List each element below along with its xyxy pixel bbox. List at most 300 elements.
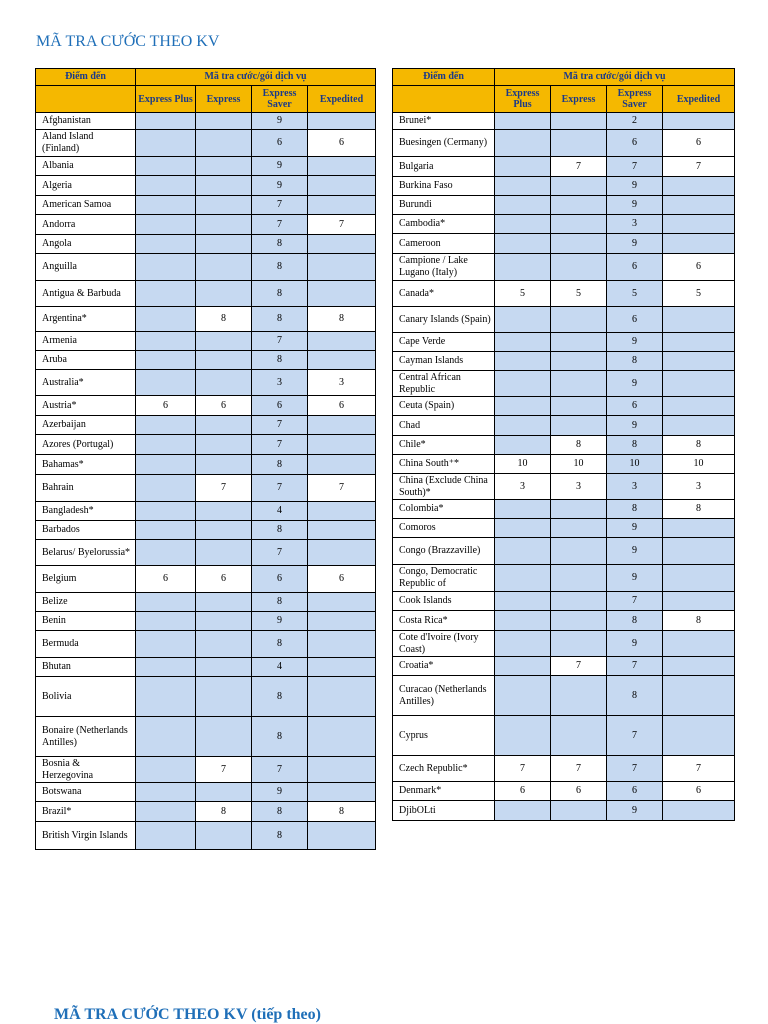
rate-cell-ep (495, 254, 551, 281)
rate-cell-ep (136, 176, 196, 196)
rate-cell-es: 3 (252, 370, 308, 396)
rate-cell-es: 7 (252, 540, 308, 566)
rate-cell-ed (308, 416, 376, 435)
rate-cell-ep (495, 716, 551, 756)
table-row (393, 281, 735, 307)
rate-cell-es: 8 (607, 676, 663, 716)
rate-cell-ep (495, 538, 551, 565)
rate-cell-ed (663, 371, 735, 397)
table-row (393, 500, 735, 519)
rate-cell-es: 9 (607, 538, 663, 565)
rate-cell-es: 8 (607, 500, 663, 519)
destination-cell: Canary Islands (Spain) (393, 307, 495, 333)
rate-cell-ex (551, 397, 607, 416)
rate-cell-ed (308, 435, 376, 455)
destination-cell: Bosnia & Herzegovina (36, 757, 136, 783)
rate-cell-ep (495, 130, 551, 157)
rate-cell-ed (663, 801, 735, 821)
table-row (393, 157, 735, 177)
destination-cell: Bahamas* (36, 455, 136, 475)
table-row (36, 631, 376, 658)
destination-cell: Australia* (36, 370, 136, 396)
rate-cell-ep (495, 500, 551, 519)
rate-cell-ed (663, 397, 735, 416)
rate-cell-ex: 6 (551, 782, 607, 801)
rate-cell-es: 7 (252, 332, 308, 351)
rate-cell-ep (136, 455, 196, 475)
table-row (393, 474, 735, 500)
rate-cell-ed (308, 717, 376, 757)
rate-cell-ex (196, 113, 252, 130)
rate-cell-ed (663, 565, 735, 592)
rate-cell-es: 9 (252, 176, 308, 196)
rate-cell-es: 8 (252, 822, 308, 850)
rate-cell-ex (551, 333, 607, 352)
table-row (36, 113, 376, 130)
table-row (36, 215, 376, 235)
rate-cell-ed: 6 (308, 396, 376, 416)
rate-cell-ed (663, 716, 735, 756)
rate-cell-ex (551, 130, 607, 157)
rate-cell-ep (136, 196, 196, 215)
table-row (36, 351, 376, 370)
destination-cell: Brunei* (393, 113, 495, 130)
destination-cell: Belarus/ Byelorussia* (36, 540, 136, 566)
rate-cell-ex (551, 196, 607, 215)
rate-cell-ep (136, 235, 196, 254)
rate-cell-es: 8 (252, 521, 308, 540)
rate-cell-es: 9 (252, 612, 308, 631)
rate-cell-es: 8 (252, 593, 308, 612)
rate-cell-ed (663, 177, 735, 196)
rate-cell-ex (196, 332, 252, 351)
rate-cell-ed (663, 631, 735, 657)
destination-cell: Angola (36, 235, 136, 254)
table-row (393, 130, 735, 157)
table-row (36, 281, 376, 307)
rate-cell-ex (196, 783, 252, 802)
table-row (393, 782, 735, 801)
table-row (393, 177, 735, 196)
table-row (393, 196, 735, 215)
destination-cell: Congo (Brazzaville) (393, 538, 495, 565)
rate-cell-es: 4 (252, 502, 308, 521)
rate-cell-es: 8 (252, 281, 308, 307)
destination-cell: Afghanistan (36, 113, 136, 130)
rate-cell-ex (551, 416, 607, 436)
table-row (393, 333, 735, 352)
rate-cell-ed (308, 631, 376, 658)
rate-cell-ex: 5 (551, 281, 607, 307)
destination-cell: Canada* (393, 281, 495, 307)
rate-cell-es: 8 (252, 455, 308, 475)
table-row (36, 370, 376, 396)
destination-cell: Campione / Lake Lugano (Italy) (393, 254, 495, 281)
table-row (393, 234, 735, 254)
rate-cell-ex: 8 (196, 802, 252, 822)
table-row (36, 332, 376, 351)
rate-cell-ed (308, 783, 376, 802)
destination-cell: Czech Republic* (393, 756, 495, 782)
header-express-plus: Express Plus (495, 86, 551, 113)
rate-cell-es: 7 (252, 435, 308, 455)
table-row (393, 113, 735, 130)
table-row (36, 176, 376, 196)
rate-cell-ed: 5 (663, 281, 735, 307)
rate-cell-es: 9 (607, 801, 663, 821)
rate-cell-es: 10 (607, 455, 663, 474)
destination-cell: Cape Verde (393, 333, 495, 352)
continued-title: MÃ TRA CƯỚC THEO KV (tiếp theo) (54, 1006, 321, 1023)
table-row (393, 455, 735, 474)
rate-cell-es: 9 (252, 783, 308, 802)
rate-cell-ep: 7 (495, 756, 551, 782)
rate-cell-es: 8 (607, 611, 663, 631)
rate-cell-ex (196, 176, 252, 196)
table-row (36, 521, 376, 540)
rate-cell-ep (495, 416, 551, 436)
rate-cell-ex (196, 254, 252, 281)
destination-cell: Bolivia (36, 677, 136, 717)
destination-cell: Cameroon (393, 234, 495, 254)
rate-cell-ex (196, 416, 252, 435)
rate-cell-ep (136, 281, 196, 307)
rate-cell-ed (663, 657, 735, 676)
rate-cell-ed (308, 235, 376, 254)
rate-cell-es: 7 (607, 657, 663, 676)
destination-cell: Comoros (393, 519, 495, 538)
page-title: MÃ TRA CƯỚC THEO KV (36, 33, 220, 50)
rate-cell-ep (136, 370, 196, 396)
rate-cell-ex: 6 (196, 396, 252, 416)
destination-cell: Aland Island (Finland) (36, 130, 136, 157)
rate-cell-ex (196, 540, 252, 566)
table-row (36, 157, 376, 176)
table-row (36, 717, 376, 757)
table-row (36, 416, 376, 435)
rate-cell-ex (551, 519, 607, 538)
rate-cell-es: 8 (607, 436, 663, 455)
rate-cell-ed (308, 455, 376, 475)
rate-cell-es: 7 (607, 716, 663, 756)
table-row (36, 475, 376, 502)
rate-cell-ed (308, 540, 376, 566)
rate-cell-es: 8 (607, 352, 663, 371)
rate-cell-ed: 7 (663, 756, 735, 782)
rate-cell-ep: 10 (495, 455, 551, 474)
rate-cell-ex (551, 113, 607, 130)
rate-cell-ed (663, 234, 735, 254)
rate-cell-ex (196, 521, 252, 540)
destination-cell: Antigua & Barbuda (36, 281, 136, 307)
rate-cell-ed: 6 (663, 130, 735, 157)
header-express: Express (196, 86, 252, 113)
header-destination: Điểm đến (36, 69, 136, 86)
rate-cell-es: 6 (607, 254, 663, 281)
rate-cell-ed (308, 351, 376, 370)
rate-cell-ex (551, 631, 607, 657)
destination-cell: Azerbaijan (36, 416, 136, 435)
table-row (393, 565, 735, 592)
rate-cell-ex (196, 281, 252, 307)
table-row (36, 235, 376, 254)
rate-cell-es: 8 (252, 802, 308, 822)
rate-cell-ep (136, 502, 196, 521)
rate-cell-ed (663, 215, 735, 234)
header-expedited: Expedited (308, 86, 376, 113)
header-express-saver: Express Saver (252, 86, 308, 113)
table-row (393, 352, 735, 371)
table-row (36, 540, 376, 566)
rate-cell-ex (551, 611, 607, 631)
table-row (393, 307, 735, 333)
rate-cell-ed (308, 658, 376, 677)
table-row (393, 436, 735, 455)
rate-cell-ed: 6 (308, 566, 376, 593)
destination-cell: Bangladesh* (36, 502, 136, 521)
rate-cell-ex (551, 215, 607, 234)
rate-cell-ex: 7 (196, 757, 252, 783)
rate-cell-ep (136, 783, 196, 802)
rate-cell-ep (495, 157, 551, 177)
rate-cell-ed (308, 593, 376, 612)
rate-cell-ep (136, 157, 196, 176)
rate-cell-es: 9 (607, 177, 663, 196)
header-blank (393, 86, 495, 113)
rate-cell-es: 7 (252, 196, 308, 215)
table-row (36, 254, 376, 281)
rate-cell-es: 7 (252, 475, 308, 502)
rate-cell-ex (196, 658, 252, 677)
rate-cell-ex (551, 676, 607, 716)
rate-cell-ed (308, 502, 376, 521)
header-service-group: Mã tra cước/gói dịch vụ (495, 69, 735, 86)
destination-cell: Burundi (393, 196, 495, 215)
destination-cell: Bulgaria (393, 157, 495, 177)
rate-cell-ex (551, 538, 607, 565)
destination-cell: Chile* (393, 436, 495, 455)
rate-cell-es: 8 (252, 717, 308, 757)
rate-cell-ex (196, 370, 252, 396)
rate-cell-ep (495, 592, 551, 611)
rate-cell-es: 6 (252, 566, 308, 593)
destination-cell: Belize (36, 593, 136, 612)
rate-cell-ex: 8 (551, 436, 607, 455)
rate-cell-ep (495, 215, 551, 234)
rate-cell-es: 6 (607, 782, 663, 801)
rate-cell-es: 8 (252, 307, 308, 332)
destination-cell: British Virgin Islands (36, 822, 136, 850)
table-row (393, 371, 735, 397)
rate-cell-ep (136, 332, 196, 351)
destination-cell: Bonaire (Netherlands Antilles) (36, 717, 136, 757)
destination-cell: Argentina* (36, 307, 136, 332)
table-row (393, 254, 735, 281)
rate-cell-es: 9 (607, 416, 663, 436)
rate-cell-es: 9 (607, 631, 663, 657)
rate-cell-ex (196, 822, 252, 850)
header-destination: Điểm đến (393, 69, 495, 86)
rate-cell-ep (495, 565, 551, 592)
table-row (393, 801, 735, 821)
rate-cell-ex (551, 254, 607, 281)
rate-cell-ex (551, 352, 607, 371)
table-row (36, 566, 376, 593)
rate-cell-ed: 7 (663, 157, 735, 177)
table-row (36, 130, 376, 157)
rate-cell-es: 5 (607, 281, 663, 307)
destination-cell: Bahrain (36, 475, 136, 502)
destination-cell: American Samoa (36, 196, 136, 215)
rate-cell-ex (551, 371, 607, 397)
destination-cell: Botswana (36, 783, 136, 802)
rate-cell-ep (136, 717, 196, 757)
rate-cell-ex (196, 455, 252, 475)
destination-cell: Buesingen (Cermany) (393, 130, 495, 157)
table-row (36, 783, 376, 802)
destination-cell: Anguilla (36, 254, 136, 281)
destination-cell: DjibOLti (393, 801, 495, 821)
rate-cell-ex (196, 435, 252, 455)
rate-cell-es: 4 (252, 658, 308, 677)
table-row (36, 307, 376, 332)
rate-cell-es: 9 (607, 196, 663, 215)
rate-cell-ed (308, 677, 376, 717)
rate-cell-ep (136, 802, 196, 822)
rate-cell-ep (136, 215, 196, 235)
rate-cell-ep: 6 (136, 396, 196, 416)
destination-cell: Benin (36, 612, 136, 631)
rate-cell-ed: 6 (663, 782, 735, 801)
header-express-plus: Express Plus (136, 86, 196, 113)
table-row (393, 631, 735, 657)
rate-cell-ep (495, 657, 551, 676)
rate-cell-ep (495, 196, 551, 215)
rate-cell-ed: 7 (308, 215, 376, 235)
rate-cell-ep (136, 521, 196, 540)
table-row (393, 416, 735, 436)
rate-cell-ep (136, 475, 196, 502)
rate-cell-ep (495, 234, 551, 254)
destination-cell: Ceuta (Spain) (393, 397, 495, 416)
rate-cell-ex: 6 (196, 566, 252, 593)
table-row (36, 435, 376, 455)
rate-cell-ed (308, 822, 376, 850)
destination-cell: Azores (Portugal) (36, 435, 136, 455)
table-row (393, 397, 735, 416)
destination-cell: Austria* (36, 396, 136, 416)
rate-cell-es: 6 (607, 397, 663, 416)
table-row (36, 757, 376, 783)
destination-cell: Central African Republic (393, 371, 495, 397)
rate-cell-es: 7 (607, 756, 663, 782)
table-row (393, 657, 735, 676)
rate-cell-ex: 3 (551, 474, 607, 500)
destination-cell: Burkina Faso (393, 177, 495, 196)
destination-cell: Algeria (36, 176, 136, 196)
header-express-saver: Express Saver (607, 86, 663, 113)
rate-cell-es: 9 (607, 565, 663, 592)
rate-cell-ed (663, 519, 735, 538)
rate-cell-es: 9 (252, 113, 308, 130)
rate-cell-ep (136, 593, 196, 612)
table-row (36, 196, 376, 215)
rate-cell-ex (196, 351, 252, 370)
rate-cell-es: 8 (252, 254, 308, 281)
rate-cell-ed: 10 (663, 455, 735, 474)
table-row (36, 593, 376, 612)
rate-cell-ep (136, 822, 196, 850)
destination-cell: Cook Islands (393, 592, 495, 611)
rate-cell-ex (551, 307, 607, 333)
destination-cell: Bermuda (36, 631, 136, 658)
rate-cell-ed: 8 (663, 436, 735, 455)
table-row (36, 677, 376, 717)
rate-cell-es: 3 (607, 474, 663, 500)
rate-cell-ed (308, 196, 376, 215)
rate-cell-es: 2 (607, 113, 663, 130)
rate-cell-es: 9 (607, 333, 663, 352)
rate-cell-ex: 10 (551, 455, 607, 474)
rate-cell-ep: 5 (495, 281, 551, 307)
rate-cell-es: 8 (252, 235, 308, 254)
rate-cell-ex (551, 592, 607, 611)
destination-cell: Cayman Islands (393, 352, 495, 371)
destination-cell: Brazil* (36, 802, 136, 822)
rate-cell-ep (495, 352, 551, 371)
rate-cell-ed: 8 (663, 611, 735, 631)
rate-cell-es: 6 (607, 130, 663, 157)
rate-cell-es: 7 (607, 157, 663, 177)
rate-cell-es: 8 (252, 677, 308, 717)
rate-cell-ed: 8 (663, 500, 735, 519)
rate-cell-ep (495, 333, 551, 352)
table-row (393, 716, 735, 756)
rate-cell-ed (308, 332, 376, 351)
rate-cell-es: 9 (607, 519, 663, 538)
table-row (393, 519, 735, 538)
rate-cell-ex (551, 234, 607, 254)
rate-cell-ed (663, 196, 735, 215)
rate-cell-ex (196, 502, 252, 521)
rate-cell-ed: 7 (308, 475, 376, 502)
rate-cell-ep (136, 307, 196, 332)
rate-cell-ed (308, 157, 376, 176)
rate-cell-ep (136, 540, 196, 566)
table-row (36, 396, 376, 416)
rate-cell-ex (196, 593, 252, 612)
rate-cell-ex (196, 196, 252, 215)
rate-cell-ep (136, 113, 196, 130)
table-row (36, 822, 376, 850)
rate-cell-ep (136, 254, 196, 281)
rate-cell-ed: 8 (308, 802, 376, 822)
rate-cell-ed (308, 521, 376, 540)
rate-cell-ed (663, 352, 735, 371)
rate-cell-ex (196, 235, 252, 254)
rate-cell-ep: 6 (495, 782, 551, 801)
rate-cell-ep (136, 612, 196, 631)
rate-cell-es: 8 (252, 631, 308, 658)
rate-cell-ep (495, 307, 551, 333)
table-row (36, 802, 376, 822)
rate-cell-es: 3 (607, 215, 663, 234)
destination-cell: Albania (36, 157, 136, 176)
destination-cell: Congo, Democratic Republic of (393, 565, 495, 592)
rate-cell-es: 7 (252, 416, 308, 435)
rate-cell-ex: 7 (551, 756, 607, 782)
rate-cell-ep: 6 (136, 566, 196, 593)
